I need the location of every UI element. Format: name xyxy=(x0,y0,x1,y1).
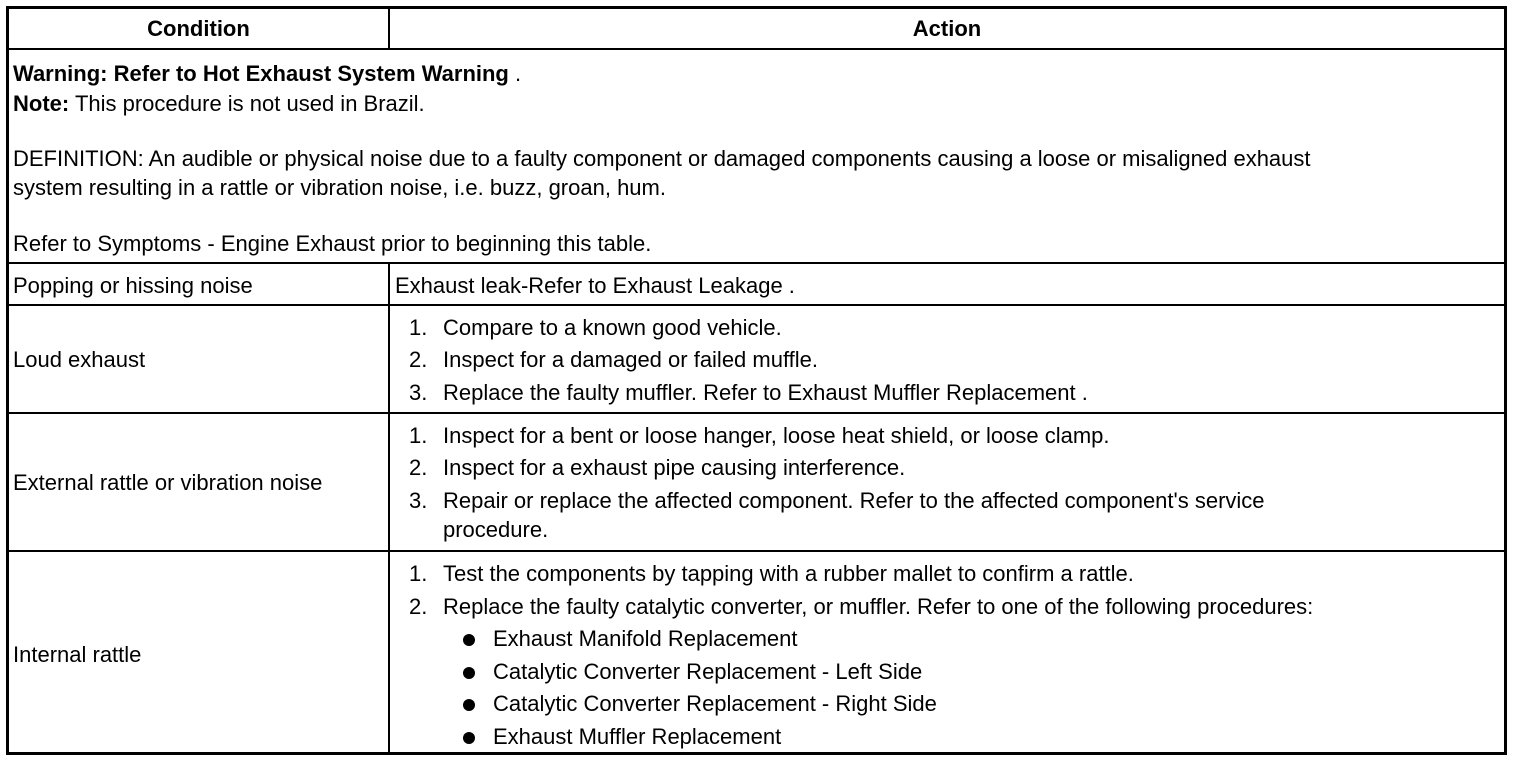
action-cell xyxy=(397,315,1497,411)
warning-end: . xyxy=(515,61,522,86)
condition-cell: External rattle or vibration noise xyxy=(13,470,323,495)
step-number: 1. xyxy=(409,315,428,340)
condition-cell: Popping or hissing noise xyxy=(13,273,253,298)
bullet-dot-icon xyxy=(463,699,475,711)
step-number: 3. xyxy=(409,488,428,513)
warning-label: Warning: xyxy=(13,61,108,86)
bullet-text: Catalytic Converter Replacement - Right Side xyxy=(493,691,937,716)
step-text: Inspect for a damaged or failed muffle. xyxy=(443,347,819,372)
step-number: 2. xyxy=(409,594,428,619)
separator xyxy=(9,262,1504,264)
step-text: Replace the faulty muffler. Refer to Exhaust Muffler Replacement . xyxy=(443,380,1088,405)
step-text: Inspect for a exhaust pipe causing interference. xyxy=(443,455,906,480)
header-condition: Condition xyxy=(147,16,250,41)
step-text: Replace the faulty catalytic converter, or muffler. Refer to one of the following procedures: xyxy=(443,594,1314,619)
bullet-dot-icon xyxy=(463,732,475,744)
bullet-text: Catalytic Converter Replacement - Left Side xyxy=(493,659,923,684)
step-text: Repair or replace the affected component. Refer to the affected component's service xyxy=(443,488,1265,513)
step-number: 1. xyxy=(409,423,428,448)
definition-line-1: DEFINITION: An audible or physical noise due to a faulty component or damaged components causing a loose or misaligned exhaust xyxy=(13,146,1311,171)
action-cell xyxy=(397,423,1497,549)
condition-cell: Loud exhaust xyxy=(13,347,146,372)
separator xyxy=(9,412,1504,414)
bullet-text: Exhaust Muffler Replacement xyxy=(493,724,782,749)
step-text: Test the components by tapping with a rubber mallet to confirm a rattle. xyxy=(443,561,1134,586)
note-label: Note: xyxy=(13,91,70,116)
separator xyxy=(9,48,1504,50)
bullet-text: Exhaust Manifold Replacement xyxy=(493,626,798,651)
separator xyxy=(9,550,1504,552)
column-divider xyxy=(388,9,390,48)
warning-line xyxy=(13,61,521,87)
step-text: Inspect for a bent or loose hanger, loose heat shield, or loose clamp. xyxy=(443,423,1110,448)
step-text: Compare to a known good vehicle. xyxy=(443,315,782,340)
warning-link[interactable]: Refer to Hot Exhaust System Warning xyxy=(113,61,509,86)
separator xyxy=(9,304,1504,306)
bullet-dot-icon xyxy=(463,667,475,679)
step-text: procedure. xyxy=(443,517,549,542)
step-number: 2. xyxy=(409,455,428,480)
step-number: 2. xyxy=(409,347,428,372)
bullet-dot-icon xyxy=(463,634,475,646)
definition-line-2: system resulting in a rattle or vibration noise, i.e. buzz, groan, hum. xyxy=(13,175,666,200)
step-number: 1. xyxy=(409,561,428,586)
condition-cell: Internal rattle xyxy=(13,642,142,667)
step-number: 3. xyxy=(409,380,428,405)
refer-line: Refer to Symptoms - Engine Exhaust prior to beginning this table. xyxy=(13,231,652,256)
diagnostic-table xyxy=(6,6,1507,755)
note-line xyxy=(13,91,425,117)
action-cell: Exhaust leak-Refer to Exhaust Leakage . xyxy=(395,273,795,298)
header-action: Action xyxy=(912,16,982,41)
note-text: This procedure is not used in Brazil. xyxy=(74,91,425,116)
column-divider xyxy=(388,262,390,755)
action-cell xyxy=(397,561,1497,755)
